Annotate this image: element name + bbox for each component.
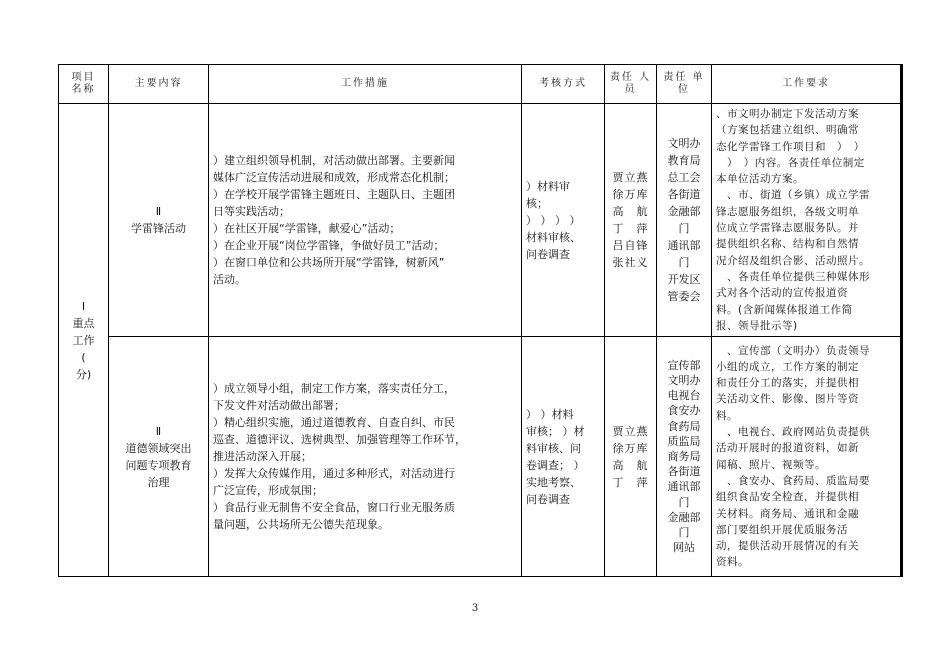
requirement-line: 、各责任单位提供三种媒体形 <box>716 270 870 283</box>
assessment-line: 审核； ）材 <box>526 424 585 438</box>
item-roman: Ⅱ <box>155 205 162 219</box>
requirement-line: 小组的成立，工作方案的制定 <box>716 360 859 373</box>
requirements-cell <box>712 337 902 577</box>
category-unit: 分) <box>75 367 92 381</box>
measure-line: 巡查、道德评议、选树典型、加强管理等工作环节， <box>213 433 466 447</box>
measure-line: ）在窗口单位和公共场所开展“学雷锋，树新风” <box>213 256 445 270</box>
measure-line: 推进活动深入开展； <box>213 450 312 464</box>
unit-name: 门 <box>678 526 690 540</box>
measure-line: ）发挥大众传媒作用，通过多种形式，对活动进行 <box>213 467 455 481</box>
units-cell <box>657 337 712 577</box>
unit-name: 总工会 <box>667 171 701 185</box>
requirement-line: 、市文明办制定下发活动方案 <box>716 108 859 120</box>
requirement-line: 组织食品安全检查，并提供相 <box>716 491 859 504</box>
measure-line: 活动。 <box>213 273 246 287</box>
unit-name: 文明办 <box>667 374 701 388</box>
assessment-cell <box>522 104 605 337</box>
item-roman: Ⅱ <box>155 424 162 438</box>
header-responsible-persons: 责任 人员 <box>605 65 657 104</box>
unit-name: 门 <box>678 256 690 270</box>
header-project-name: 项目 名称 <box>59 65 109 104</box>
unit-name: 门 <box>678 222 690 236</box>
assessment-line: 实地考察、 <box>526 475 581 489</box>
assessment-line: 核； <box>526 196 548 210</box>
requirement-line: 和责任分工的落实，并提供相 <box>716 377 859 390</box>
requirement-line: 料。 <box>716 409 738 422</box>
requirement-line: 锋志愿服务组织，各级文明单 <box>716 205 859 218</box>
person-name: 丁 萍 <box>612 222 649 236</box>
requirement-line: 部门要组织开展优质服务活 <box>716 523 848 536</box>
requirement-line: 、宣传部（文明办）负责领导 <box>716 344 870 357</box>
assessment-line: 问卷调查 <box>526 492 570 506</box>
table-row <box>59 104 902 337</box>
table-row <box>59 337 902 577</box>
unit-name: 教育局 <box>667 154 701 168</box>
persons-cell <box>605 104 657 337</box>
measure-line: 媒体广泛宣传活动进展和成效，形成常态化机制； <box>213 171 455 185</box>
measures-cell <box>209 104 522 337</box>
measure-line: ）在企业开展“岗位学雷锋，争做好员工”活动； <box>213 239 445 253</box>
assessment-line: 材料审核、 <box>526 230 581 244</box>
measure-line: ）在社区开展“学雷锋，献爱心”活动； <box>213 222 401 236</box>
measure-line: ）食品行业无制售不安全食品，窗口行业无服务质 <box>213 501 455 515</box>
person-name: 高 航 <box>612 458 649 472</box>
item-name: 道德领域突出 <box>125 441 192 455</box>
category-name-2: 工作 <box>72 333 95 347</box>
requirement-line: 活动开展时的报道资料，如新 <box>716 442 859 455</box>
measure-line: 日等实践活动； <box>213 205 290 219</box>
measure-line: ）精心组织实施，通过道德教育、自查自纠、市民 <box>213 416 455 430</box>
requirement-line: 闻稿、照片、视频等。 <box>716 458 826 471</box>
assessment-cell <box>522 337 605 577</box>
requirement-line: 、市、街道（乡镇）成立学雷 <box>716 189 870 202</box>
units-cell <box>657 104 712 337</box>
category-cell <box>59 104 109 577</box>
assessment-line: 卷调查； ） <box>526 458 585 472</box>
measure-line: 广泛宣传，形成氛围； <box>213 484 323 498</box>
requirement-line: 关活动文件、影像、图片等资 <box>716 393 859 406</box>
unit-name: 商务局 <box>667 450 701 464</box>
unit-name: 门 <box>678 495 690 509</box>
unit-name: 通讯部 <box>667 480 701 494</box>
assessment-line: ）材料审 <box>526 179 570 193</box>
requirement-line: 关材料。商务局、通讯和金融 <box>716 507 859 520</box>
person-name: 丁 萍 <box>612 475 649 489</box>
person-name: 吕自锋 <box>612 239 649 253</box>
category-name: 重点 <box>72 316 95 330</box>
requirement-line: 本单位活动方案。 <box>716 173 804 186</box>
unit-name: 金融部 <box>667 205 701 219</box>
unit-name: 管委会 <box>667 290 701 304</box>
header-responsible-units: 责任 单位 <box>657 65 712 104</box>
requirement-line: 报、领导批示等) <box>716 319 798 332</box>
page-number: 3 <box>471 603 479 614</box>
requirement-line: 提供组织名称、结构和自然情 <box>716 238 859 251</box>
assessment-line: ） ）材料 <box>526 407 574 421</box>
unit-name: 质监局 <box>667 434 701 448</box>
requirement-line: 位成立学雷锋志愿服务队。并 <box>716 222 859 235</box>
requirement-line: 动，提供活动开展情况的有关 <box>716 540 859 553</box>
header-work-measures: 工作措施 <box>209 65 522 104</box>
unit-name: 食药局 <box>667 419 701 433</box>
category-roman: Ⅰ <box>81 299 86 313</box>
unit-name: 宣传部 <box>667 358 701 372</box>
unit-name: 食安办 <box>667 404 701 418</box>
assessment-table <box>58 64 903 577</box>
item-name: 问题专项教育 <box>125 458 192 472</box>
unit-name: 开发区 <box>667 273 701 287</box>
header-work-requirements: 工作要求 <box>712 65 902 104</box>
category-paren: ( <box>81 350 86 364</box>
unit-name: 网站 <box>673 541 695 555</box>
unit-name: 各街道 <box>667 188 701 202</box>
assessment-line: ） ） ） ） <box>526 213 581 227</box>
measure-line: ）在学校开展学雷锋主题班日、主题队日、主题团 <box>213 188 455 202</box>
measure-line: ）成立领导小组，制定工作方案，落实责任分工， <box>213 382 455 396</box>
requirement-line: 态化学雷锋工作项目和 ） ） <box>716 140 865 153</box>
person-name: 徐万库 <box>612 188 649 202</box>
requirement-line: ） ）内容。各责任单位制定 <box>716 156 865 169</box>
header-main-content: 主要内容 <box>109 65 209 104</box>
requirement-line: 料。(含新闻媒体报道工作简 <box>716 303 853 316</box>
unit-name: 文明办 <box>667 137 701 151</box>
requirement-line: 、电视台、政府网站负责提供 <box>716 426 870 439</box>
requirement-line: 况介绍及组织合影、活动照片。 <box>716 254 870 267</box>
measure-line: ）建立组织领导机制，对活动做出部署。主要新闻 <box>213 154 455 168</box>
assessment-line: 料审核、问 <box>526 441 581 455</box>
persons-cell <box>605 337 657 577</box>
requirement-line: 、食安办、食药局、质监局要 <box>716 474 870 487</box>
item-name: 学雷锋活动 <box>131 222 186 236</box>
requirement-line: 式对各个活动的宣传报道资 <box>716 287 848 300</box>
unit-name: 金融部 <box>667 510 701 524</box>
item-cell <box>109 104 209 337</box>
table-header-row <box>59 65 902 104</box>
measure-line: 下发文件对活动做出部署； <box>213 399 345 413</box>
person-name: 徐万库 <box>612 441 649 455</box>
requirements-cell <box>712 104 902 337</box>
person-name: 贾立燕 <box>612 424 649 438</box>
header-assessment-method: 考核方式 <box>522 65 605 104</box>
unit-name: 各街道 <box>667 465 701 479</box>
measure-line: 量问题，公共场所无公德失范现象。 <box>213 518 389 532</box>
measures-cell <box>209 337 522 577</box>
requirement-line: （方案包括建立组织、明确常 <box>716 124 859 137</box>
person-name: 张社义 <box>612 256 649 270</box>
item-name: 治理 <box>147 475 170 489</box>
requirement-line: 资料。 <box>716 556 749 569</box>
assessment-line: 问卷调查 <box>526 247 570 261</box>
unit-name: 电视台 <box>667 389 701 403</box>
person-name: 贾立燕 <box>612 171 649 185</box>
unit-name: 通讯部 <box>667 239 701 253</box>
person-name: 高 航 <box>612 205 649 219</box>
item-cell <box>109 337 209 577</box>
